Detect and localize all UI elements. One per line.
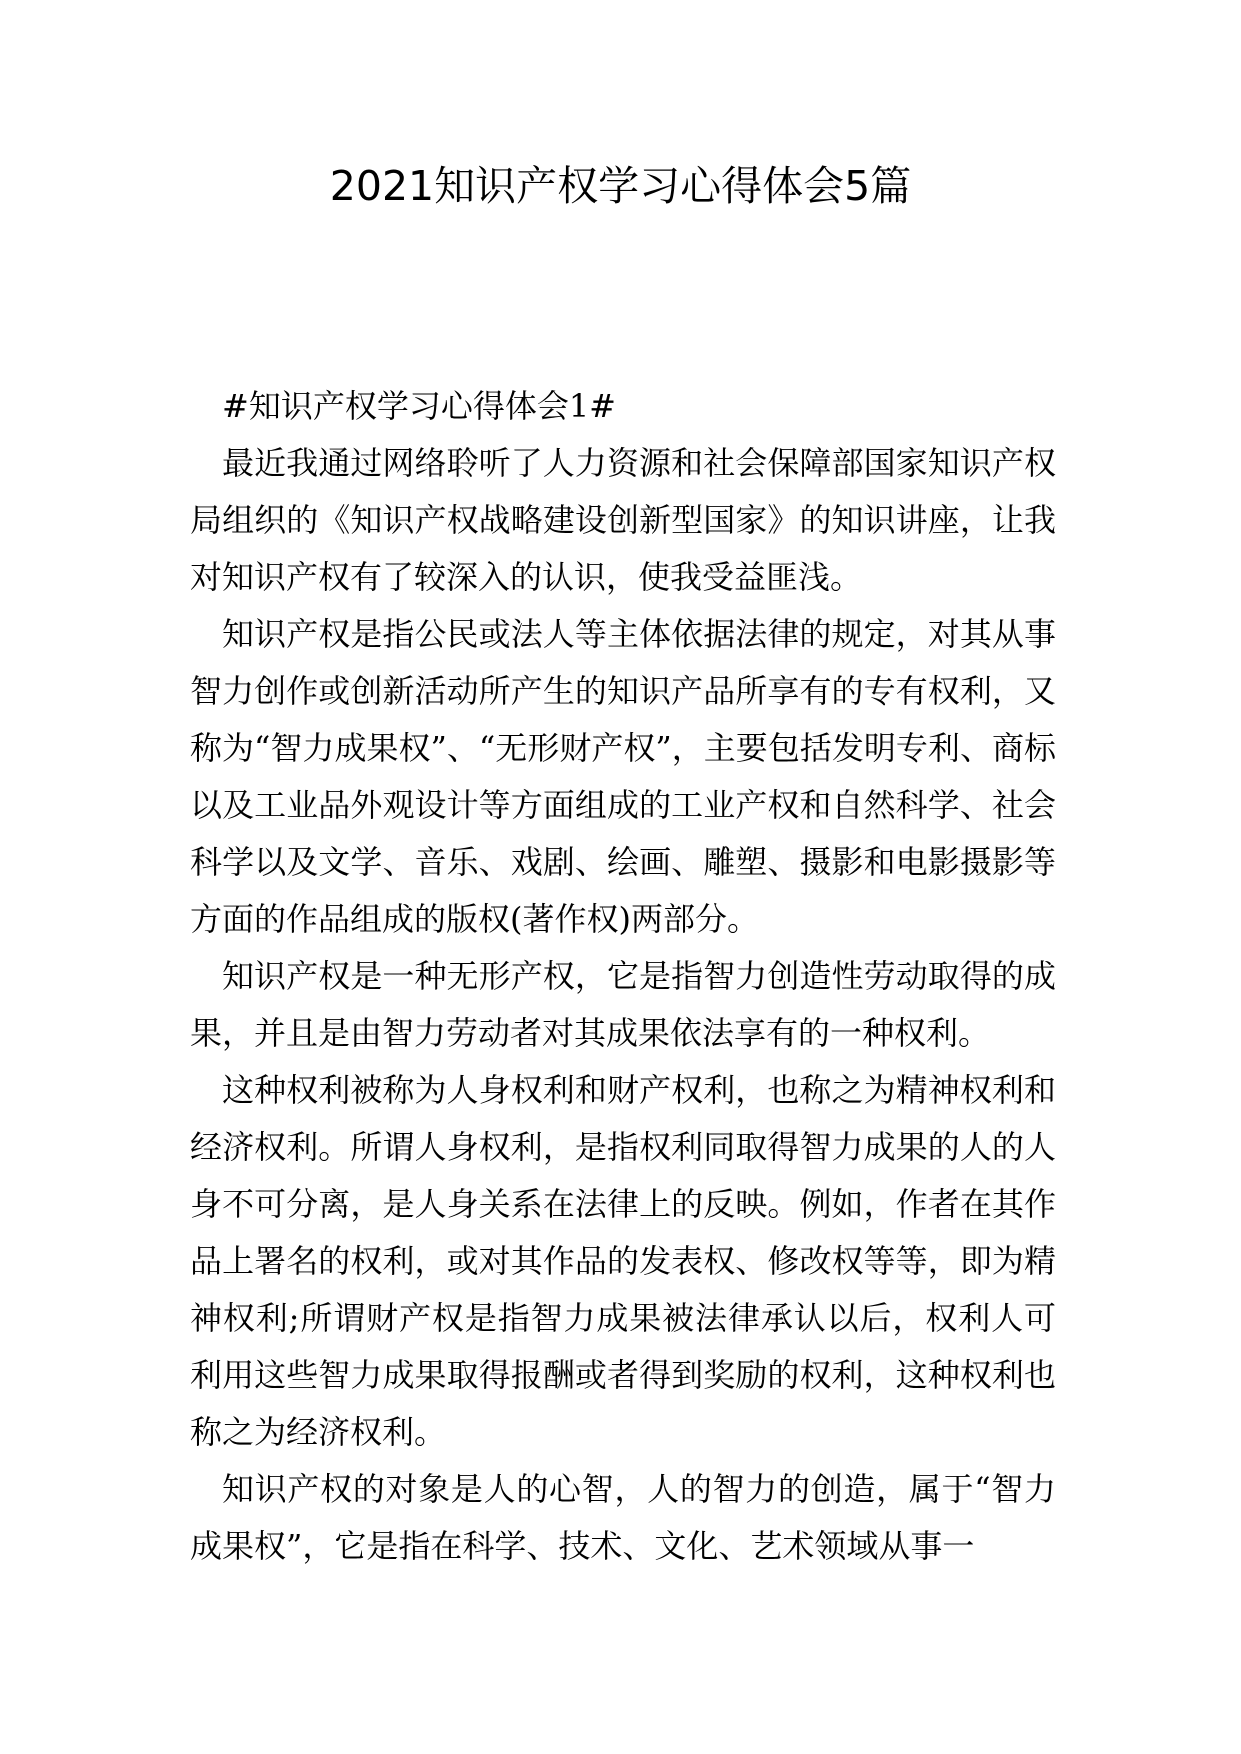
section-heading: #知识产权学习心得体会1# bbox=[222, 387, 616, 425]
paragraph-2: 知识产权是指公民或法人等主体依据法律的规定，对其从事智力创作或创新活动所产生的知识产品所享有的专有权利，又称为“智力成果权”、“无形财产权”，主要包括发明专利、商标以及工业品外观设计等方面组成的工业产权和自然科学、社会科学以及文学、音乐、戏剧、绘画、雕塑、摄影和电影摄影等方面的作品组成的版权(著作权)两部分。 bbox=[190, 615, 1056, 938]
paragraph-4: 这种权利被称为人身权利和财产权利，也称之为精神权利和经济权利。所谓人身权利，是指权利同取得智力成果的人的人身不可分离，是人身关系在法律上的反映。例如，作者在其作品上署名的权利，或对其作品的发表权、修改权等等，即为精神权利;所谓财产权是指智力成果被法律承认以后，权利人可利用这些智力成果取得报酬或者得到奖励的权利，这种权利也称之为经济权利。 bbox=[190, 1071, 1056, 1451]
document-body bbox=[190, 378, 1056, 1575]
paragraph-3: 知识产权是一种无形产权，它是指智力创造性劳动取得的成果，并且是由智力劳动者对其成果依法享有的一种权利。 bbox=[190, 957, 1056, 1052]
document-title: 2021知识产权学习心得体会5篇 bbox=[329, 162, 912, 210]
paragraph-1: 最近我通过网络聆听了人力资源和社会保障部国家知识产权局组织的《知识产权战略建设创新型国家》的知识讲座，让我对知识产权有了较深入的认识，使我受益匪浅。 bbox=[190, 444, 1056, 596]
paragraph-5: 知识产权的对象是人的心智，人的智力的创造，属于“智力成果权”，它是指在科学、技术、文化、艺术领域从事一 bbox=[190, 1470, 1056, 1565]
